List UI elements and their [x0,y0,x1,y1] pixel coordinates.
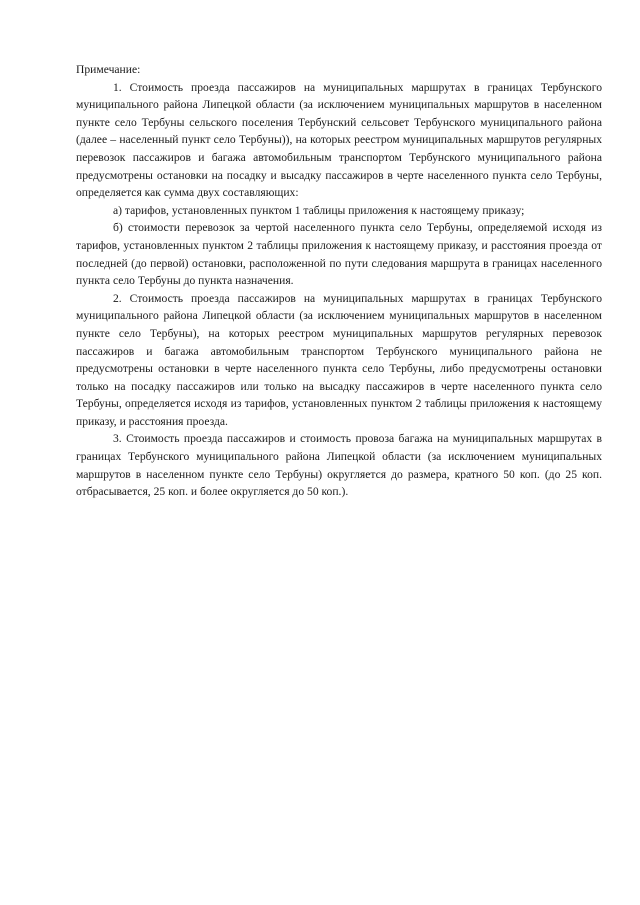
note-paragraph-2: 2. Стоимость проезда пассажиров на муниципальных маршрутах в границах Тербунского муниципального района Липецкой области (за исключением муниципальных маршрутов в населенном пункте село Тербуны), на которых реестром муниципальных маршрутов регулярных перевозок пассажиров и багажа автомобильным транспортом Тербунского муниципального района не предусмотрены остановки в черте населенного пункта село Тербуны, либо предусмотрены остановки только на посадку пассажиров или только на высадку пассажиров в черте населенного пункта село Тербуны, определяется исходя из тарифов, установленных пунктом 2 таблицы приложения к настоящему приказу, и расстояния проезда. [76,291,602,428]
note-paragraph-3: 3. Стоимость проезда пассажиров и стоимость провоза багажа на муниципальных маршрутах в границах Тербунского муниципального района Липецкой области (за исключением муниципальных маршрутов в населенном пункте село Тербуны) округляется до размера, кратного 50 коп. (до 25 коп. отбрасывается, 25 коп. и более округляется до 50 коп.). [76,432,602,499]
note-paragraph-1b: б) стоимости перевозок за чертой населенного пункта село Тербуны, определяемой исходя из тарифов, установленных пунктом 2 таблицы приложения к настоящему приказу, и расстояния проезда от последней (до первой) остановки, расположенной по пути следования маршрута в границах населенного пункта село Тербуны до пункта назначения. [76,221,602,288]
note-paragraph-1: 1. Стоимость проезда пассажиров на муниципальных маршрутах в границах Тербунского муниципального района Липецкой области (за исключением муниципальных маршрутов в населенном пункте село Тербуны сельского поселения Тербунский сельсовет Тербунского муниципального района (далее – населенный пункт село Тербуны)), на которых реестром муниципальных маршрутов регулярных перевозок пассажиров и багажа автомобильным транспортом Тербунского муниципального района предусмотрены остановки на посадку и высадку пассажиров в черте населенного пункта село Тербуны, определяется как сумма двух составляющих: [76,80,602,200]
note-paragraph-1a: а) тарифов, установленных пунктом 1 таблицы приложения к настоящему приказу; [113,203,525,217]
note-heading: Примечание: [76,63,141,76]
note-section [76,61,602,501]
